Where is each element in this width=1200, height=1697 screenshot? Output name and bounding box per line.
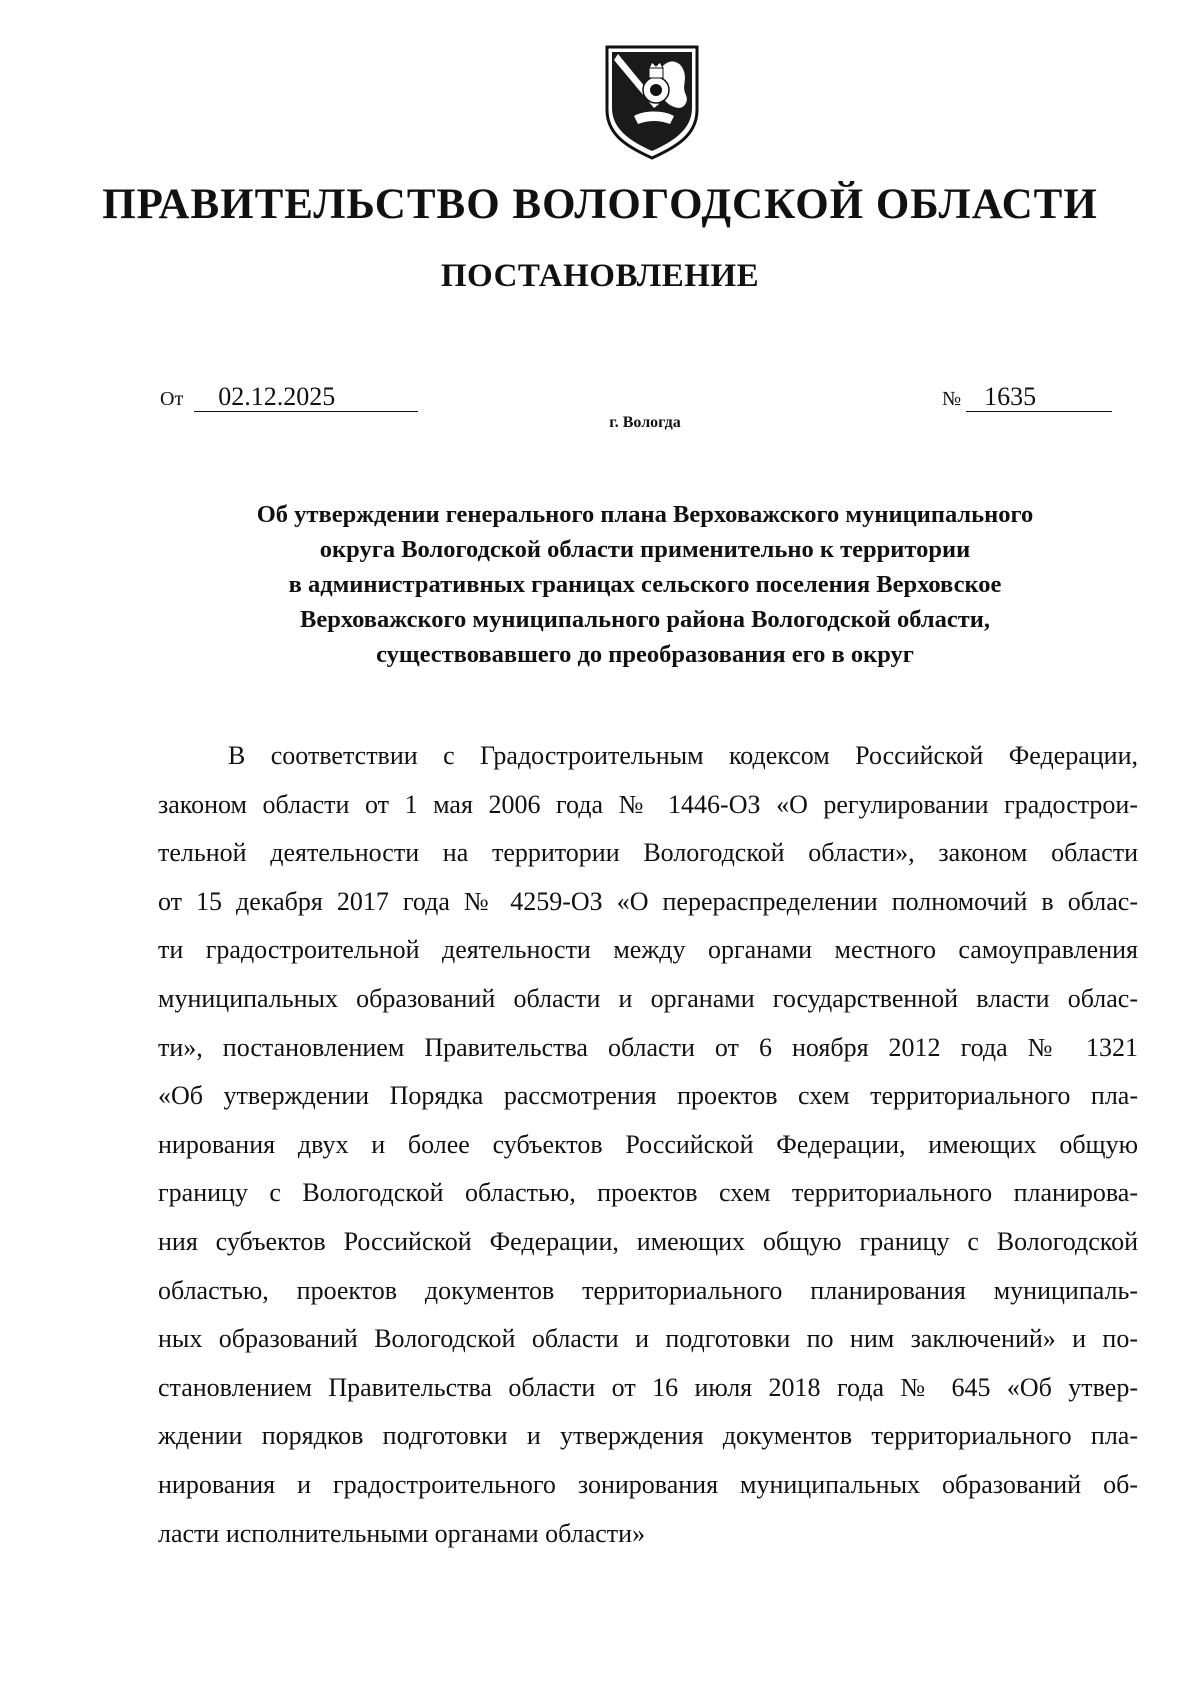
subject-line: округа Вологодской области применительно к территории xyxy=(319,536,971,563)
date-prefix: От xyxy=(160,388,184,410)
subject-line: существовавшего до преобразования его в округ xyxy=(376,641,914,668)
body-line: ных образований Вологодской области и подготовки по ним заключений» и по- xyxy=(158,1324,1138,1354)
body-line: ния субъектов Российской Федерации, имеющих общую границу с Вологодской xyxy=(158,1226,1138,1256)
city: г. Вологда xyxy=(609,414,681,431)
body-line: муниципальных образований области и органами государственной власти облас- xyxy=(158,983,1138,1013)
document-date: 02.12.2025 xyxy=(194,383,418,412)
body-line: законом области от 1 мая 2006 года № 1446-ОЗ «О регулировании градострои- xyxy=(158,789,1138,819)
body-line: тельной деятельности на территории Вологодской области», законом области xyxy=(158,838,1138,868)
body-line: нирования двух и более субъектов Российской Федерации, имеющих общую xyxy=(158,1129,1138,1159)
body-line: ждении порядков подготовки и утверждения документов территориального пла- xyxy=(158,1421,1138,1451)
date-row xyxy=(160,383,418,412)
body-line: от 15 декабря 2017 года № 4259-ОЗ «О перераспределении полномочий в облас- xyxy=(158,886,1138,916)
body-line: областью, проектов документов территориального планирования муниципаль- xyxy=(158,1275,1138,1305)
body-line: ласти исполнительными органами области» xyxy=(158,1518,646,1548)
subject-line: в административных границах сельского поселения Верховское xyxy=(288,571,1002,598)
subject-line: Об утверждении генерального плана Верховажского муниципального xyxy=(256,501,1034,528)
body-line: границу с Вологодской областью, проектов схем территориального планирова- xyxy=(158,1178,1138,1208)
body-line: ти», постановлением Правительства области от 6 ноября 2012 года № 1321 xyxy=(158,1032,1138,1062)
document-number: 1635 xyxy=(966,383,1112,412)
document-type: ПОСТАНОВЛЕНИЕ xyxy=(440,258,760,294)
number-row xyxy=(942,383,1112,412)
body-line: нирования и градостроительного зонирования муниципальных образований об- xyxy=(158,1469,1138,1499)
government-title: ПРАВИТЕЛЬСТВО ВОЛОГОДСКОЙ ОБЛАСТИ xyxy=(102,181,1098,228)
coat-of-arms-icon xyxy=(604,44,700,162)
body-line: В соответствии с Градостроительным кодексом Российской Федерации, xyxy=(228,741,1138,770)
subject-line: Верховажского муниципального района Вологодской области, xyxy=(300,606,990,633)
number-prefix: № xyxy=(942,388,962,410)
document-subject xyxy=(160,497,1130,672)
body-line: «Об утверждении Порядка рассмотрения проектов схем территориального пла- xyxy=(158,1081,1138,1111)
body-paragraph xyxy=(158,732,1138,1558)
body-line: ти градостроительной деятельности между органами местного самоуправления xyxy=(158,935,1138,965)
body-line: становлением Правительства области от 16 июля 2018 года № 645 «Об утвер- xyxy=(158,1372,1138,1402)
